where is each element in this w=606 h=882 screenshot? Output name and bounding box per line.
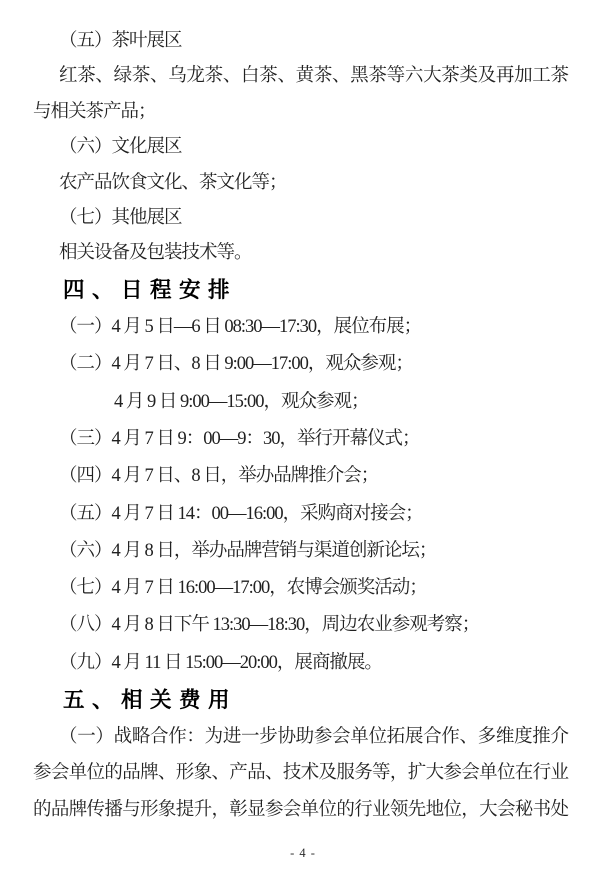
document-line: （七）其他展区: [59, 207, 182, 228]
document-line: 4 月 9 日 9:00—15:00，观众参观；: [114, 391, 369, 412]
document-line: （六）4 月 8 日，举办品牌营销与渠道创新论坛；: [59, 540, 437, 561]
document-line: （九）4 月 11 日 15:00—20:00，展商撤展。: [59, 652, 382, 673]
document-line: （一）4 月 5 日—6 日 08:30—17:30，展位布展；: [59, 317, 422, 338]
document-line: （八）4 月 8 日下午 13:30—18:30，周边农业参观考察；: [59, 615, 480, 636]
document-line: （二）4 月 7 日、8 日 9:00—17:00，观众参观；: [59, 354, 413, 375]
document-line: 参会单位的品牌、形象、产品、技术及服务等，扩大参会单位在行业: [33, 763, 568, 783]
document-line: （五）茶叶展区: [59, 31, 182, 51]
page-footer: - 4 -: [290, 846, 316, 860]
document-body: [33, 24, 568, 828]
document-line: （七）4 月 7 日 16:00—17:00，农博会颁奖活动；: [59, 578, 427, 599]
document-line: （五）4 月 7 日 14：00—16:00，采购商对接会；: [59, 503, 423, 524]
document-line: （六）文化展区: [59, 137, 182, 158]
document-line: 与相关茶产品；: [33, 101, 156, 122]
document-line: （一）战略合作：为进一步协助参会单位拓展合作、多维度推介: [59, 726, 568, 747]
section-heading: 五、相关费用: [63, 688, 238, 712]
document-line: （三）4 月 7 日 9：00—9：30，举行开幕仪式；: [59, 428, 420, 449]
document-line: 农产品饮食文化、茶文化等；: [59, 172, 287, 193]
document-line: 相关设备及包装技术等。: [59, 243, 252, 264]
document-line: （四）4 月 7 日、8 日，举办品牌推介会；: [59, 466, 379, 487]
section-heading: 四、日程安排: [63, 277, 238, 302]
document-line: 的品牌传播与形象提升，彰显参会单位的行业领先地位，大会秘书处: [33, 799, 568, 820]
document-line: 红茶、绿茶、乌龙茶、白茶、黄茶、黑茶等六大茶类及再加工茶: [59, 66, 568, 87]
